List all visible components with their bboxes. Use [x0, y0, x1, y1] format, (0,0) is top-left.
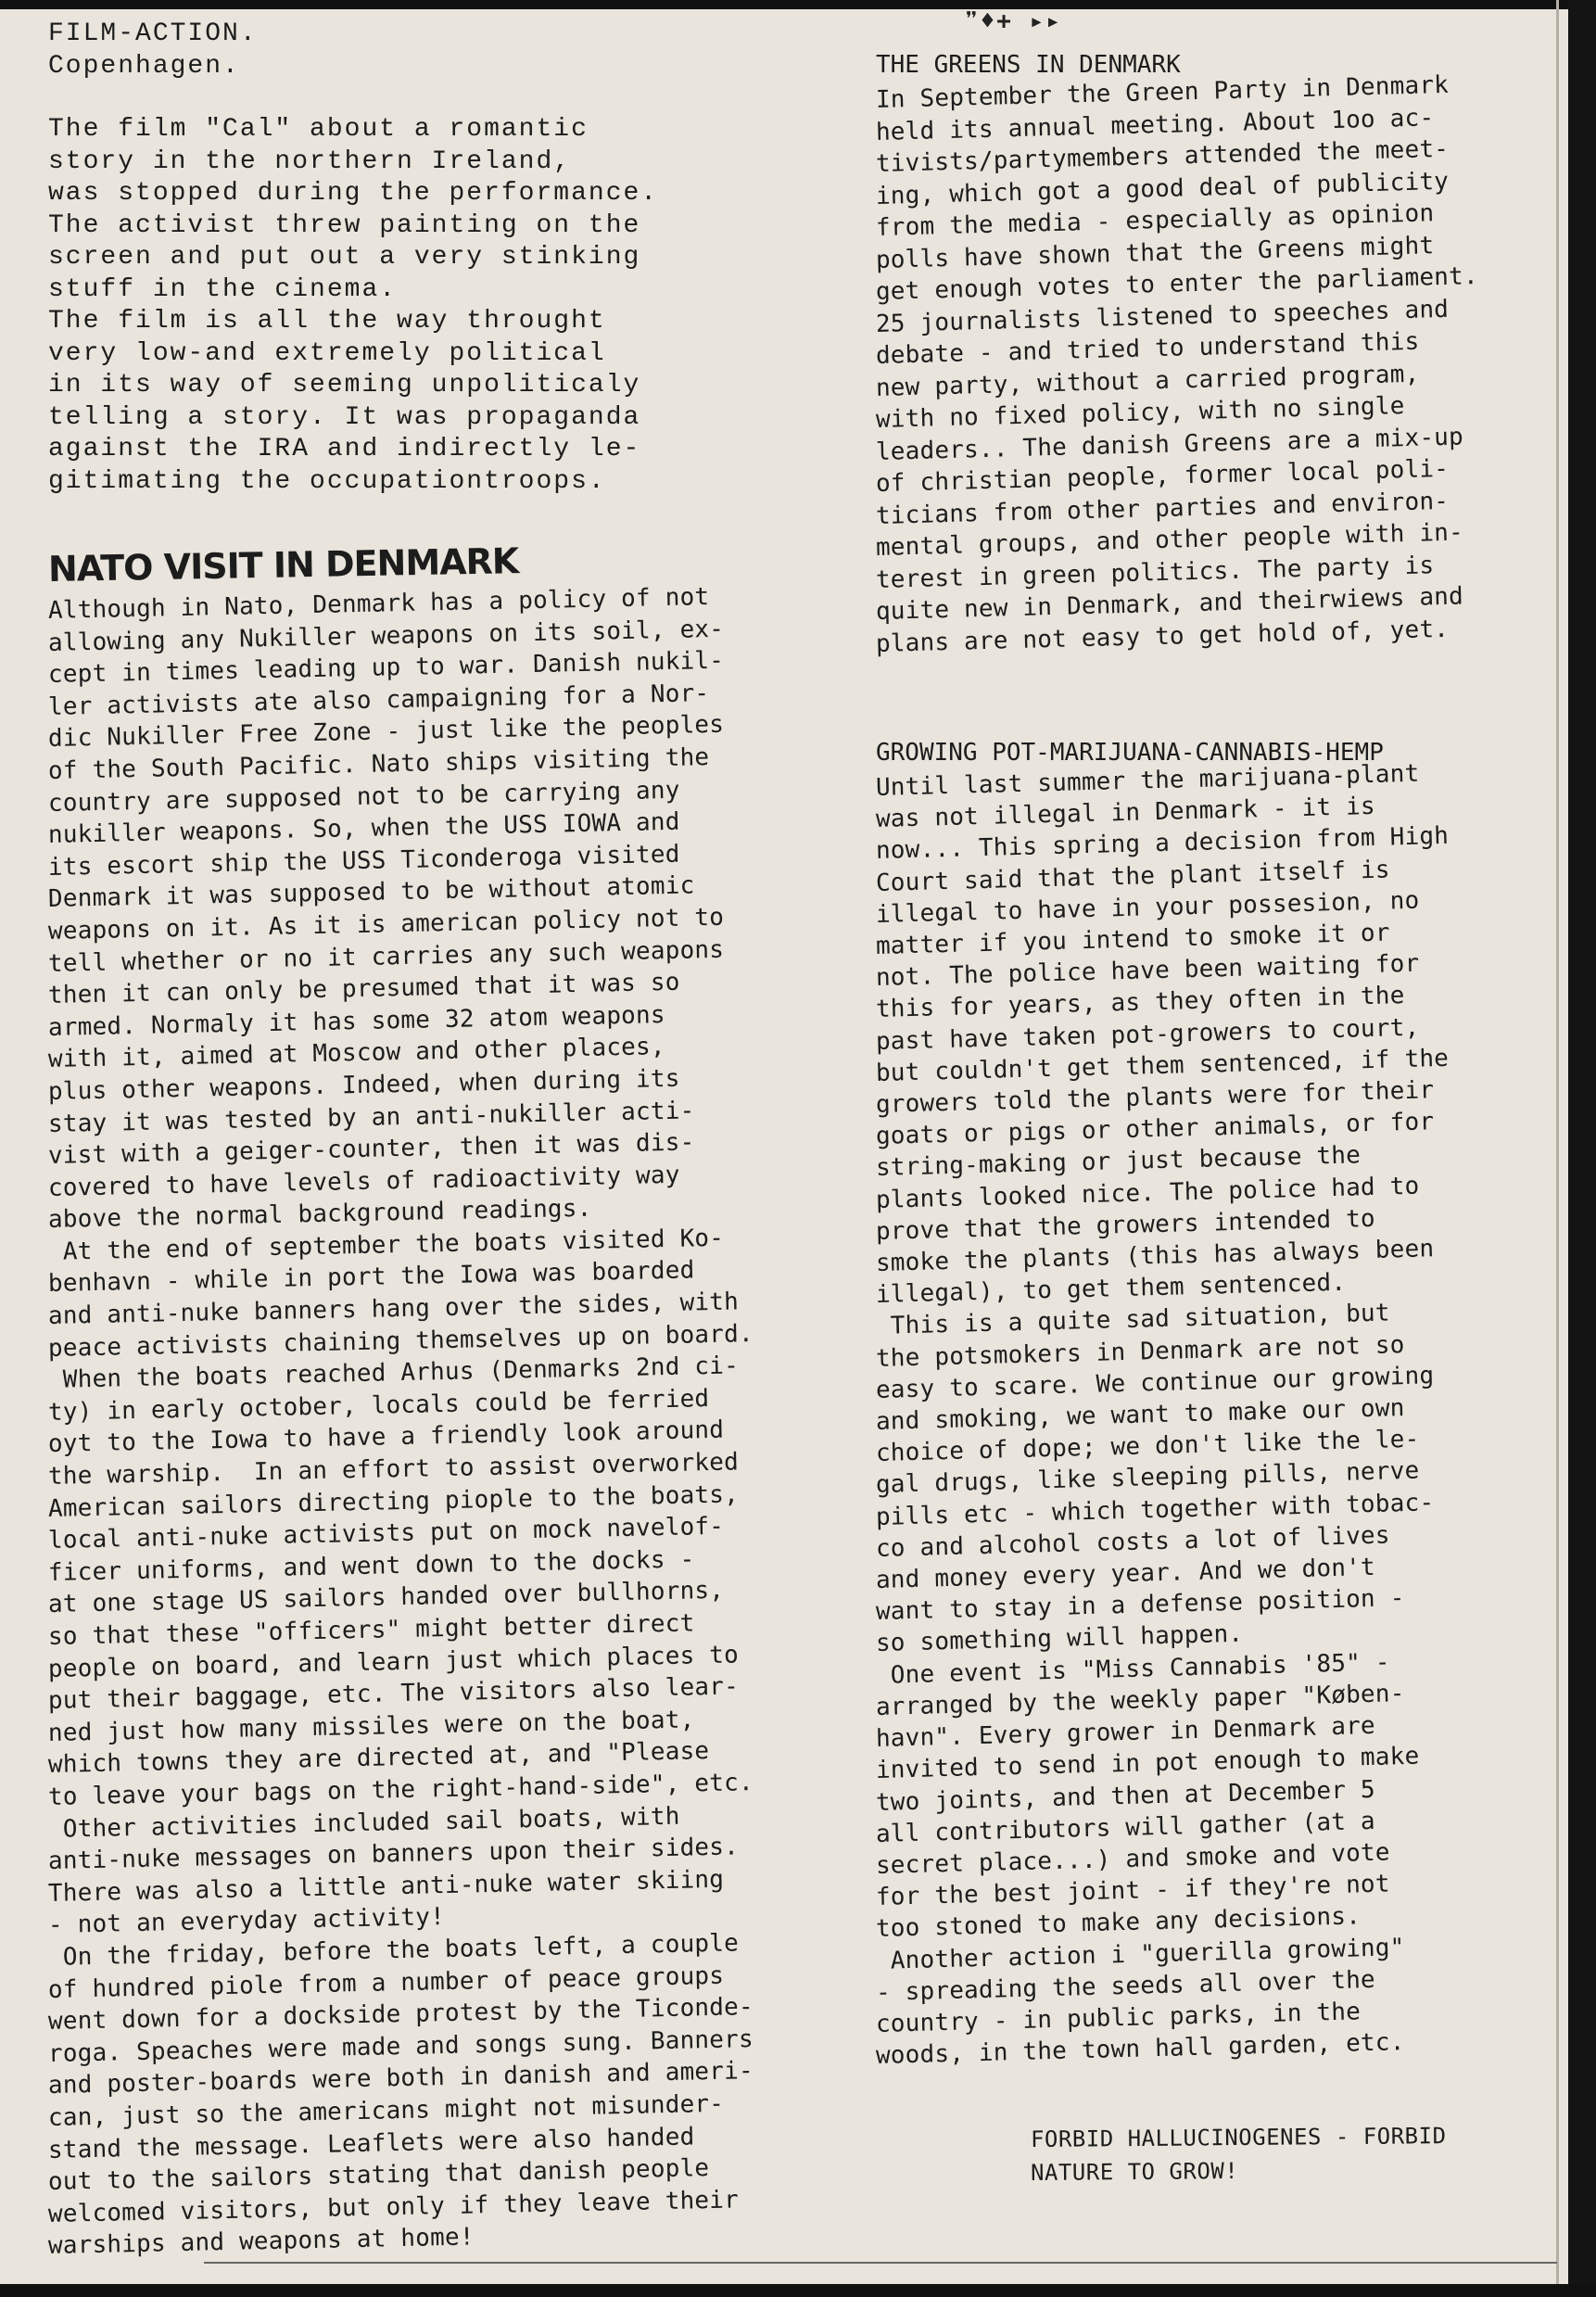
text-line: welcomed visitors, but only if they leave their [47, 2186, 740, 2228]
article-greens [876, 51, 1552, 660]
text-line: covered to have levels of radioactivity way [47, 1161, 680, 1202]
text-line: The film "Cal" about a romantic [48, 115, 589, 144]
text-line: smoke the plants (this has always been [875, 1235, 1435, 1278]
page-mark: ❞♦+ ▸▸ [964, 7, 1062, 35]
text-line: above the normal background readings. [47, 1195, 592, 1235]
text-line: at one stage US sailors handed over bullhorns, [47, 1577, 725, 1619]
text-line: havn". Every grower in Denmark are [875, 1711, 1376, 1754]
text-line: ficer uniforms, and went down to the docks - [47, 1545, 695, 1587]
text-line: Although in Nato, Denmark has a policy of not [47, 583, 710, 625]
text-line: 25 journalists listened to speeches and [875, 295, 1450, 338]
text-line: matter if you intend to smoke it or [875, 919, 1391, 961]
nato-body [47, 583, 878, 2263]
text-line: of christian people, former local poli- [875, 454, 1450, 498]
text-line: with no fixed policy, with no single [875, 392, 1405, 434]
page-edge-top [0, 0, 1596, 9]
text-line: debate - and tried to understand this [875, 327, 1420, 370]
text-line: people on board, and learn just which places to [47, 1640, 740, 1683]
article-film-action [48, 19, 878, 498]
text-line: screen and put out a very stinking [48, 243, 641, 272]
text-line: pills etc - which together with tobac- [875, 1488, 1435, 1531]
text-line: ty) in early october, locals could be ferried [47, 1384, 710, 1427]
text-line: On the friday, before the boats left, a couple [47, 1929, 740, 1972]
text-line: weapons on it. As it is american policy not to [47, 903, 725, 945]
text-line: NATURE TO GROW! [1030, 2158, 1239, 2186]
text-line: plants looked nice. The police had to [875, 1172, 1420, 1214]
text-line: polls have shown that the Greens might [875, 231, 1435, 274]
text-line: too stoned to make any decisions. [875, 1902, 1362, 1944]
pot-body [875, 759, 1552, 2072]
text-line: illegal to have in your possesion, no [875, 886, 1420, 929]
text-line: warships and weapons at home! [47, 2223, 475, 2261]
text-line: of the South Pacific. Nato ships visiting the [47, 743, 710, 785]
text-line: - spreading the seeds all over the [875, 1965, 1376, 2007]
text-line: so that these "officers" might better direct [47, 1609, 695, 1651]
text-line: co and alcohol costs a lot of lives [875, 1521, 1391, 1563]
text-line: oyt to the Iowa to have a friendly look around [47, 1416, 725, 1459]
text-line: plus other weapons. Indeed, when during its [47, 1064, 680, 1106]
text-line: arranged by the weekly paper "Køben- [875, 1679, 1405, 1721]
text-line: gitimating the occupationtroops. [48, 466, 606, 496]
text-line: The film is all the way throught [48, 307, 606, 336]
text-line: new party, without a carried program, [875, 360, 1420, 402]
text-line: In September the Green Party in Denmark [875, 70, 1450, 114]
page-crease [1556, 0, 1559, 2297]
slogan [1031, 2123, 1446, 2189]
text-line: cept in times leading up to war. Danish nukil- [47, 646, 725, 690]
text-line: At the end of september the boats visited Ko- [47, 1224, 725, 1266]
text-line: in its way of seeming unpoliticaly [48, 371, 641, 400]
text-line: went down for a dockside protest by the Ticonde- [47, 1993, 754, 2037]
text-line: stay it was tested by an anti-nukiller acti- [47, 1096, 695, 1138]
text-line: which towns they are directed at, and "Please [47, 1737, 710, 1780]
text-line: - not an everyday activity! [47, 1903, 446, 1940]
text-line: then it can only be presumed that it was so [47, 968, 680, 1010]
film-body [48, 114, 878, 498]
text-line: easy to scare. We continue our growing [875, 1362, 1435, 1404]
text-line: woods, in the town hall garden, etc. [875, 2028, 1405, 2071]
text-line: One event is "Miss Cannabis '85" - [875, 1648, 1391, 1690]
text-line: growers told the plants were for their [875, 1076, 1435, 1120]
pot-heading: GROWING POT-MARIJUANA-CANNABIS-HEMP [876, 739, 1384, 767]
text-line: roga. Speaches were made and songs sung. Banners [47, 2024, 754, 2068]
text-line: ned just how many missiles were on the boat, [47, 1706, 695, 1747]
text-line: ing, which got a good deal of publicity [875, 167, 1450, 210]
article-growing-pot [876, 739, 1552, 2072]
page-edge-bottom [0, 2284, 1596, 2297]
text-line: get enough votes to enter the parliament. [875, 261, 1479, 306]
text-line: and anti-nuke banners hang over the sides, with [47, 1288, 740, 1331]
text-line: its escort ship the USS Ticonderoga visited [47, 840, 680, 882]
text-line: from the media - especially as opinion [875, 199, 1435, 242]
text-line: nukiller weapons. So, when the USS IOWA and [47, 807, 680, 850]
text-line: dic Nukiller Free Zone - just like the peoples [47, 711, 725, 754]
text-line: and poster-boards were both in danish and ameri- [47, 2057, 754, 2100]
text-line: Other activities included sail boats, with [47, 1802, 680, 1844]
greens-heading: THE GREENS IN DENMARK [876, 51, 1181, 79]
text-line: country - in public parks, in the [875, 1998, 1362, 2038]
text-line: telling a story. It was propaganda [48, 402, 641, 432]
text-line: allowing any Nukiller weapons on its soil, ex- [47, 615, 725, 657]
text-line: string-making or just because the [875, 1141, 1362, 1183]
film-heading-line: FILM-ACTION. [48, 19, 258, 48]
text-line: secret place...) and smoke and vote [875, 1838, 1391, 1880]
text-line: peace activists chaining themselves up on board. [47, 1319, 754, 1363]
text-line: choice of dope; we don't like the le- [875, 1425, 1420, 1468]
text-line: not. The police have been waiting for [875, 949, 1420, 993]
text-line: all contributors will gather (at a [875, 1807, 1376, 1848]
text-line: vist with a geiger-counter, then it was dis- [47, 1128, 695, 1171]
text-line: put their baggage, etc. The visitors also lear- [47, 1672, 740, 1716]
text-line: against the IRA and indirectly le- [48, 435, 641, 463]
text-line: tell whether or no it carries any such weapons [47, 935, 725, 978]
text-line: American sailors directing piople to the boats, [47, 1480, 740, 1523]
text-line: stuff in the cinema. [48, 274, 398, 304]
text-line: Until last summer the marijuana-plant [875, 759, 1420, 802]
text-line: tivists/partymembers attended the meet- [875, 134, 1450, 178]
text-line: goats or pigs or other animals, or for [875, 1108, 1435, 1151]
text-line: When the boats reached Arhus (Denmarks 2nd ci- [47, 1352, 740, 1395]
text-line: so something will happen. [875, 1620, 1244, 1658]
text-line: armed. Normaly it has some 32 atom weapons [47, 1000, 666, 1042]
text-line: for the best joint - if they're not [875, 1870, 1391, 1912]
text-line: past have taken pot-growers to court, [875, 1013, 1420, 1056]
text-line: The activist threw painting on the [48, 210, 641, 240]
text-line: prove that the growers intended to [875, 1204, 1376, 1246]
article-nato-visit [47, 540, 878, 2263]
film-heading-line: Copenhagen. [48, 51, 240, 81]
greens-body [875, 70, 1552, 660]
text-line: stand the message. Leaflets were also handed [47, 2122, 695, 2164]
text-line: anti-nuke messages on banners upon their sides. [47, 1833, 740, 1876]
text-line: This is a quite sad situation, but [875, 1299, 1391, 1341]
text-line: Court said that the plant itself is [875, 856, 1391, 897]
text-line: benhavn - while in port the Iowa was boarded [47, 1256, 695, 1299]
text-line: story in the northern Ireland, [48, 146, 572, 176]
text-line: with it, aimed at Moscow and other places, [47, 1033, 666, 1074]
text-line: but couldn't get them sentenced, if the [875, 1044, 1450, 1087]
text-line: the potsmokers in Denmark are not so [875, 1330, 1405, 1373]
text-line: want to stay in a defense position - [875, 1584, 1405, 1627]
text-line: of hundred piole from a number of peace groups [47, 1961, 725, 2004]
text-line: illegal), to get them sentenced. [875, 1268, 1347, 1310]
right-column [876, 51, 1552, 2072]
text-line: two joints, and then at December 5 [875, 1775, 1376, 1817]
text-line: terest in green politics. The party is [875, 551, 1435, 594]
text-line: invited to send in pot enough to make [875, 1742, 1420, 1785]
text-line: gal drugs, like sleeping pills, nerve [875, 1457, 1420, 1500]
text-line: Denmark it was supposed to be without atomic [47, 871, 695, 914]
text-line: now... This spring a decision from High [875, 822, 1450, 866]
text-line: There was also a little anti-nuke water skiing [47, 1865, 725, 1908]
text-line: quite new in Denmark, and theirwiews and [875, 582, 1464, 626]
text-line: held its annual meeting. About 1oo ac- [875, 103, 1435, 146]
text-line: plans are not easy to get hold of, yet. [875, 615, 1450, 658]
text-line: very low-and extremely political [48, 338, 606, 368]
text-line: to leave your bags on the right-hand-side", etc. [47, 1769, 754, 1811]
text-line: this for years, as they often in the [875, 982, 1405, 1024]
text-line: ler activists ate also campaigning for a Nor- [47, 679, 710, 721]
text-line: country are supposed not to be carrying any [47, 776, 680, 818]
text-line: out to the sailors stating that danish people [47, 2154, 710, 2197]
page-edge-right [1568, 0, 1596, 2297]
text-line: the warship. In an effort to assist overworked [47, 1448, 740, 1491]
nato-heading: NATO VISIT IN DENMARK [47, 540, 519, 590]
text-line: Another action i "guerilla growing" [875, 1933, 1405, 1975]
text-line: local anti-nuke activists put on mock navelof- [47, 1512, 725, 1555]
text-line: mental groups, and other people with in- [875, 518, 1464, 562]
text-line: FORBID HALLUCINOGENES - FORBID [1030, 2123, 1447, 2152]
left-column [48, 19, 878, 2263]
text-line: was stopped during the performance. [48, 179, 659, 208]
text-line: can, just so the americans might not misunder- [47, 2089, 725, 2132]
text-line: and money every year. And we don't [875, 1553, 1376, 1595]
bottom-rule [204, 2262, 1557, 2264]
text-line: leaders.. The danish Greens are a mix-up [875, 422, 1464, 466]
text-line: and smoking, we want to make our own [875, 1394, 1405, 1437]
text-line: was not illegal in Denmark - it is [875, 793, 1376, 834]
text-line: ticians from other parties and environ- [875, 487, 1450, 530]
